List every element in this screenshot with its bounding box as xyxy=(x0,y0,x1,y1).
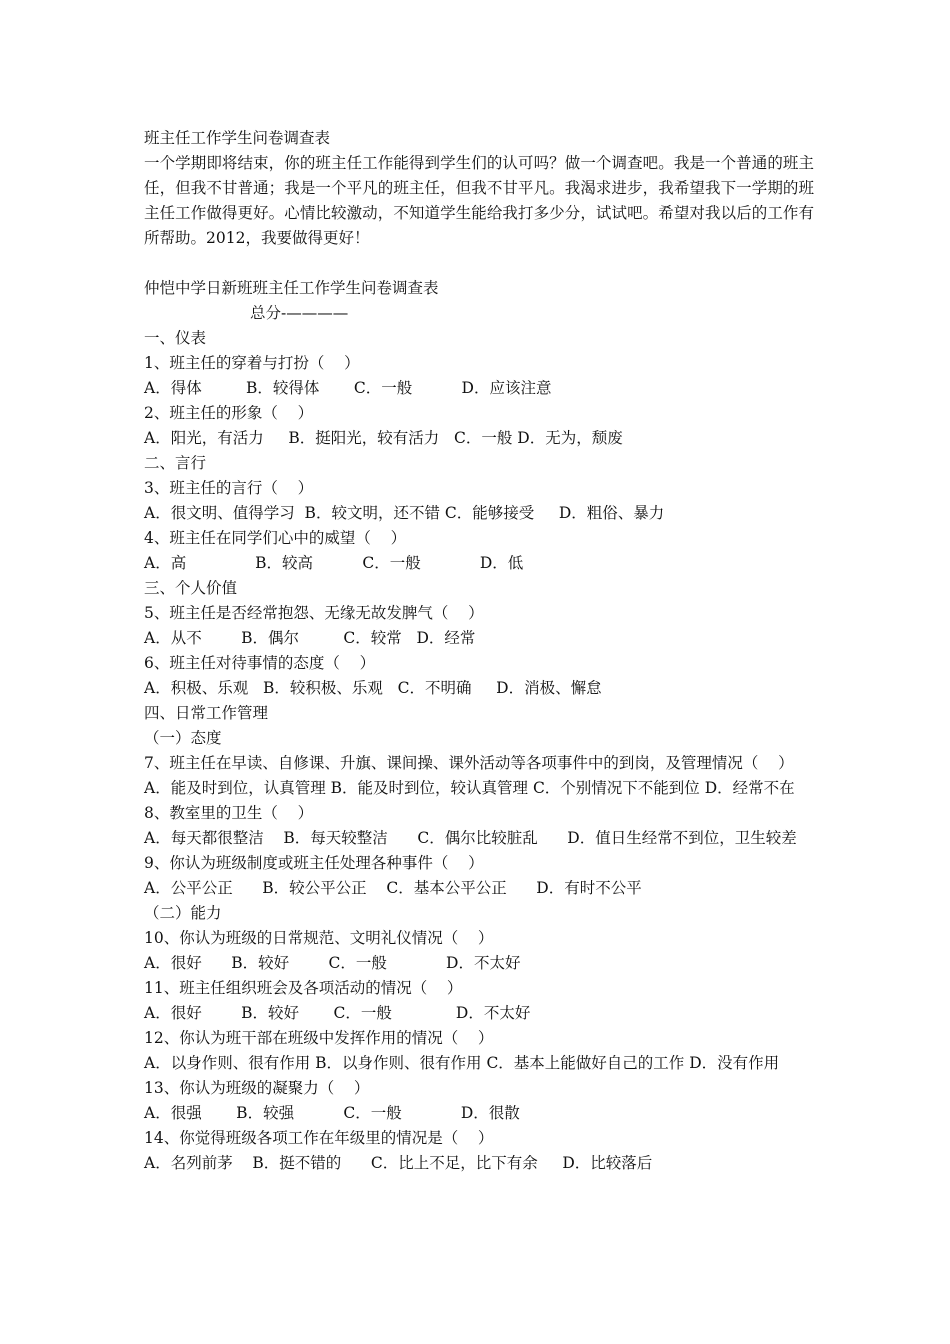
options: A．很文明、值得学习 B．较文明，还不错 C．能够接受 D．粗俗、暴力 xyxy=(144,504,665,522)
options: A．高 B．较高 C．一般 D．低 xyxy=(144,554,524,572)
question: 12、你认为班干部在班级中发挥作用的情况（ ） xyxy=(144,1029,494,1047)
options: A．名列前茅 B．挺不错的 C．比上不足，比下有余 D．比较落后 xyxy=(144,1154,653,1172)
section-heading: 二、言行 xyxy=(144,454,207,472)
section-heading: 一、仪表 xyxy=(144,329,207,347)
total-score: 总分-———— xyxy=(250,304,349,322)
section-heading: 三、个人价值 xyxy=(144,579,238,597)
blank-line xyxy=(144,251,814,276)
question: 10、你认为班级的日常规范、文明礼仪情况（ ） xyxy=(144,929,494,947)
subsection-heading: （一）态度 xyxy=(144,729,222,747)
question: 6、班主任对待事情的态度（ ） xyxy=(144,654,376,672)
question: 1、班主任的穿着与打扮（ ） xyxy=(144,354,360,372)
question: 7、班主任在早读、自修课、升旗、课间操、课外活动等各项事件中的到岗，及管理情况（ ） xyxy=(144,754,794,772)
question: 8、教室里的卫生（ ） xyxy=(144,804,314,822)
question: 3、班主任的言行（ ） xyxy=(144,479,314,497)
options: A．很好 B．较好 C．一般 D．不太好 xyxy=(144,954,521,972)
question: 13、你认为班级的凝聚力（ ） xyxy=(144,1079,370,1097)
question: 5、班主任是否经常抱怨、无缘无故发脾气（ ） xyxy=(144,604,484,622)
subsection-heading: （二）能力 xyxy=(144,904,222,922)
document-page xyxy=(144,126,814,1176)
options: A．得体 B．较得体 C．一般 D．应该注意 xyxy=(144,379,552,397)
options: A．公平公正 B．较公平公正 C．基本公平公正 D．有时不公平 xyxy=(144,879,642,897)
survey-title: 仲恺中学日新班班主任工作学生问卷调查表 xyxy=(144,279,439,297)
document-title: 班主任工作学生问卷调查表 xyxy=(144,129,331,147)
options: A．阳光，有活力 B．挺阳光，较有活力 C．一般 D．无为，颓废 xyxy=(144,429,623,447)
options: A．能及时到位，认真管理 B．能及时到位，较认真管理 C．个别情况下不能到位 D．经常不在 xyxy=(144,779,795,797)
options: A．每天都很整洁 B．每天较整洁 C．偶尔比较脏乱 D．值日生经常不到位，卫生较差 xyxy=(144,829,797,847)
options: A．很强 B．较强 C．一般 D．很散 xyxy=(144,1104,520,1122)
question: 2、班主任的形象（ ） xyxy=(144,404,314,422)
options: A．很好 B．较好 C．一般 D．不太好 xyxy=(144,1004,531,1022)
question: 11、班主任组织班会及各项活动的情况（ ） xyxy=(144,979,463,997)
question: 9、你认为班级制度或班主任处理各种事件（ ） xyxy=(144,854,484,872)
options: A．积极、乐观 B．较积极、乐观 C．不明确 D．消极、懈怠 xyxy=(144,679,602,697)
question: 4、班主任在同学们心中的威望（ ） xyxy=(144,529,407,547)
intro-paragraph: 一个学期即将结束，你的班主任工作能得到学生们的认可吗？做一个调查吧。我是一个普通的班主任，但我不甘普通；我是一个平凡的班主任，但我不甘平凡。我渴求进步，我希望我下一学期的班主任工作做得更好。心情比较激动，不知道学生能给我打多少分，试试吧。希望对我以后的工作有所帮助。2012，我要做得更好！ xyxy=(144,154,814,247)
options: A．以身作则、很有作用 B．以身作则、很有作用 C．基本上能做好自己的工作 D．没有作用 xyxy=(144,1054,780,1072)
question: 14、你觉得班级各项工作在年级里的情况是（ ） xyxy=(144,1129,494,1147)
section-heading: 四、日常工作管理 xyxy=(144,704,269,722)
options: A．从不 B．偶尔 C．较常 D．经常 xyxy=(144,629,476,647)
